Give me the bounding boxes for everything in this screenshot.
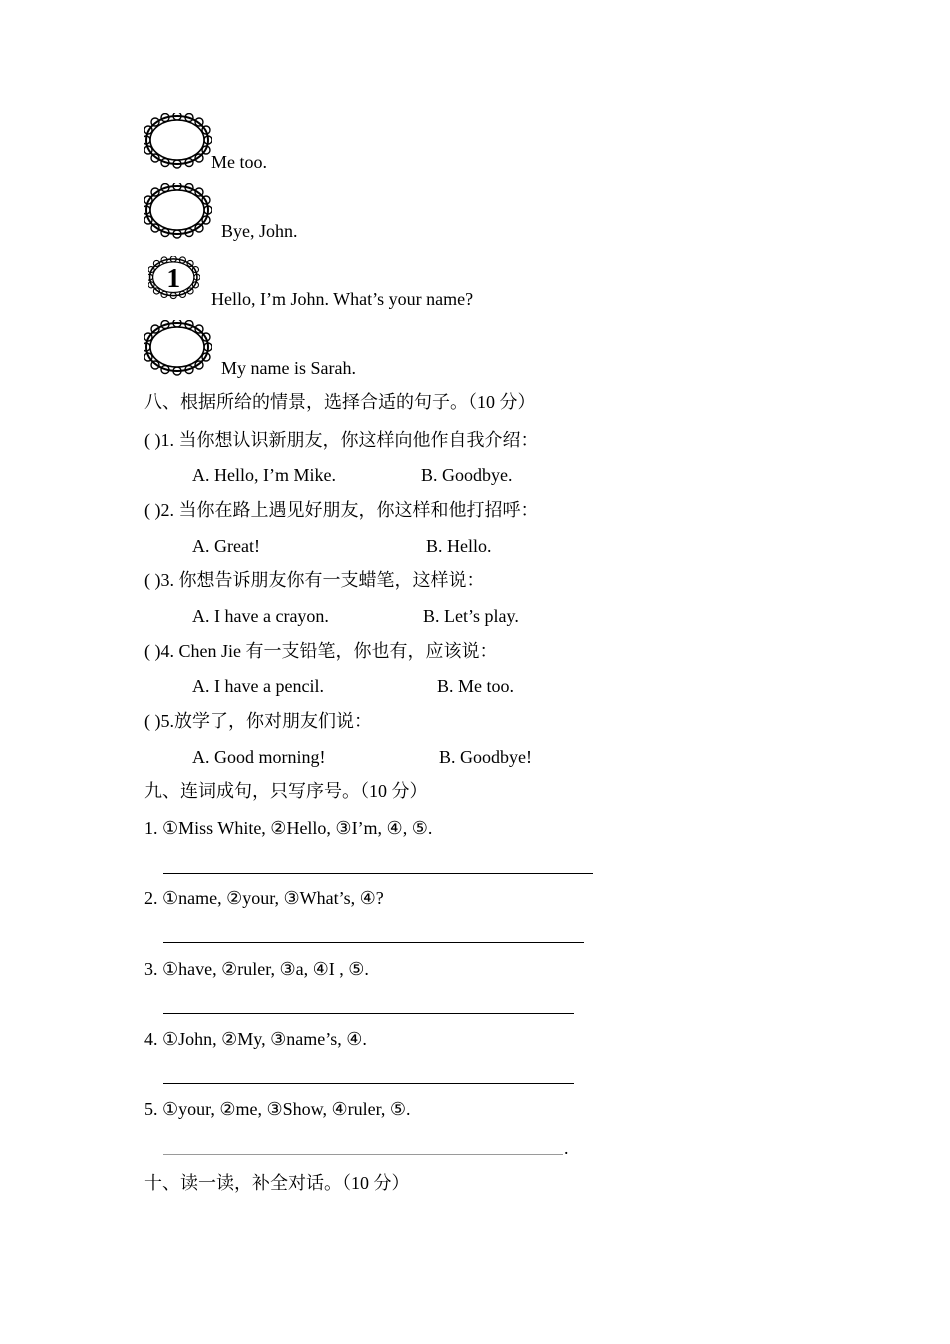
question-2-option-a[interactable]: A. Great! xyxy=(192,536,260,556)
question-1-option-a[interactable]: A. Hello, I’m Mike. xyxy=(192,465,336,485)
order-flower-icon[interactable] xyxy=(144,320,212,376)
question-5-option-a[interactable]: A. Good morning! xyxy=(192,747,326,767)
question-3-option-a[interactable]: A. I have a crayon. xyxy=(192,606,329,626)
answer-line-1[interactable] xyxy=(163,873,593,874)
order-flower-icon[interactable] xyxy=(144,183,212,239)
section-10-title: 十、读一读，补全对话。（10 分） xyxy=(144,1173,410,1193)
question-3-prompt[interactable]: ( )3. 你想告诉朋友你有一支蜡笔，这样说： xyxy=(144,570,485,590)
dialogue-line-2: Bye, John. xyxy=(221,221,298,241)
question-5-option-b[interactable]: B. Goodbye! xyxy=(439,747,532,767)
word-order-item-5: 5. ①your, ②me, ③Show, ④ruler, ⑤. xyxy=(144,1099,411,1119)
answer-line-3[interactable] xyxy=(163,1013,574,1014)
order-flower-icon xyxy=(148,256,200,300)
answer-line-4[interactable] xyxy=(163,1083,574,1084)
section-8-title: 八、根据所给的情景，选择合适的句子。（10 分） xyxy=(144,392,536,412)
answer-line-5-period: . xyxy=(564,1138,569,1158)
question-4-option-a[interactable]: A. I have a pencil. xyxy=(192,676,324,696)
question-5-prompt[interactable]: ( )5.放学了，你对朋友们说： xyxy=(144,711,372,731)
question-3-option-b[interactable]: B. Let’s play. xyxy=(423,606,519,626)
word-order-item-4: 4. ①John, ②My, ③name’s, ④. xyxy=(144,1029,367,1049)
order-flower-icon[interactable] xyxy=(144,113,212,169)
answer-line-5[interactable] xyxy=(163,1154,563,1155)
answer-line-2[interactable] xyxy=(163,942,584,943)
question-4-option-b[interactable]: B. Me too. xyxy=(437,676,515,696)
dialogue-line-4: My name is Sarah. xyxy=(221,358,356,378)
word-order-item-1: 1. ①Miss White, ②Hello, ③I’m, ④, ⑤. xyxy=(144,818,433,838)
section-9-title: 九、连词成句，只写序号。（10 分） xyxy=(144,781,428,801)
word-order-item-2: 2. ①name, ②your, ③What’s, ④? xyxy=(144,888,384,908)
question-1-option-b[interactable]: B. Goodbye. xyxy=(421,465,513,485)
question-4-prompt[interactable]: ( )4. Chen Jie 有一支铅笔，你也有，应该说： xyxy=(144,641,498,661)
question-2-option-b[interactable]: B. Hello. xyxy=(426,536,492,556)
dialogue-line-1: Me too. xyxy=(211,152,267,172)
word-order-item-3: 3. ①have, ②ruler, ③a, ④I , ⑤. xyxy=(144,959,369,979)
order-number: 1 xyxy=(166,262,181,294)
question-1-prompt[interactable]: ( )1. 当你想认识新朋友，你这样向他作自我介绍： xyxy=(144,430,539,450)
dialogue-line-3: Hello, I’m John. What’s your name? xyxy=(211,289,474,309)
question-2-prompt[interactable]: ( )2. 当你在路上遇见好朋友，你这样和他打招呼： xyxy=(144,500,539,520)
